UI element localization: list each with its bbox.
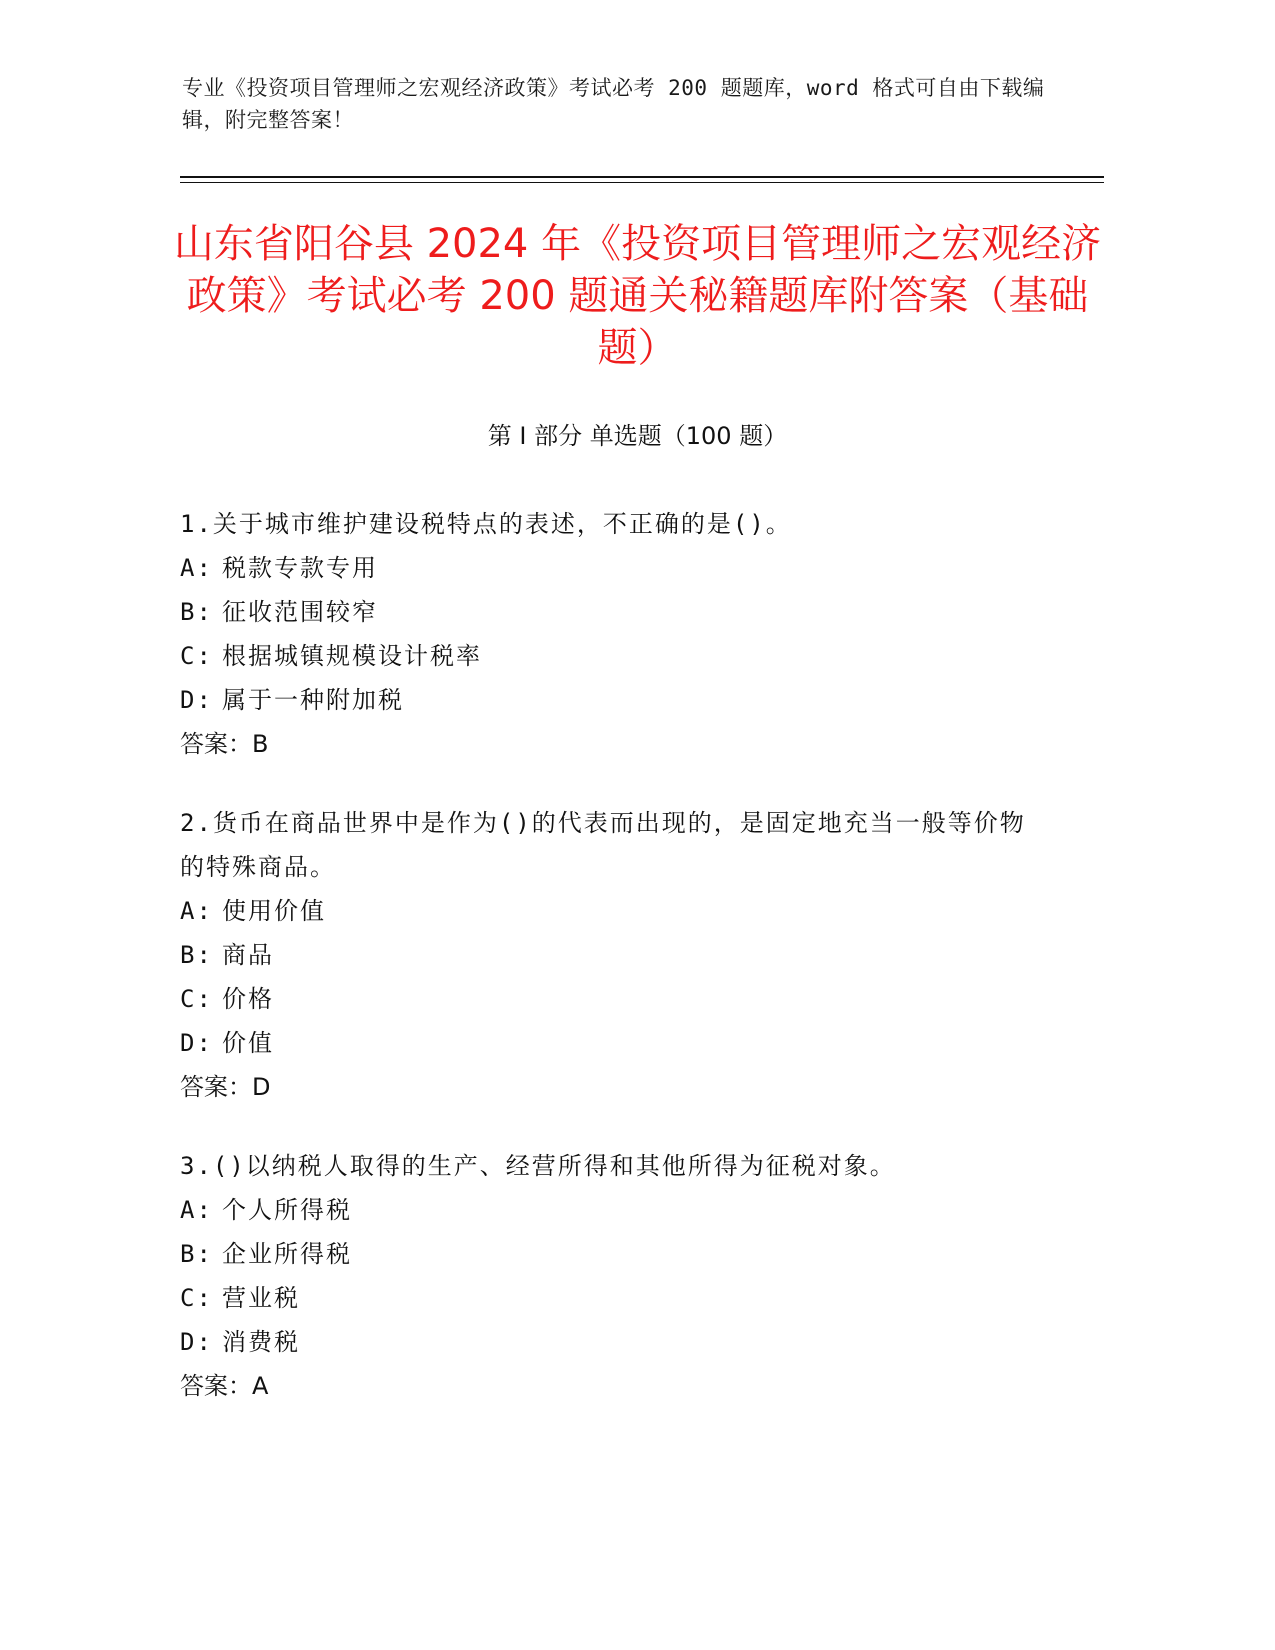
option-letter: D: <box>180 1328 213 1356</box>
document-title: 山东省阳谷县 2024 年《投资项目管理师之宏观经济政策》考试必考 200 题通关秘籍题库附答案（基础题） <box>173 221 1102 371</box>
option-text: 税款专款专用 <box>222 554 378 582</box>
question-stem: 2.货币在商品世界中是作为()的代表而出现的，是固定地充当一般等价物的特殊商品。 <box>180 809 1026 881</box>
option-d <box>180 1320 1040 1364</box>
option-text: 个人所得税 <box>222 1196 352 1224</box>
section-title: 第 I 部分 单选题（100 题） <box>487 422 788 450</box>
option-letter: C: <box>180 1284 213 1312</box>
question-2 <box>180 801 1040 1109</box>
option-text: 企业所得税 <box>222 1240 352 1268</box>
option-text: 属于一种附加税 <box>222 686 404 714</box>
option-c <box>180 1276 1040 1320</box>
option-text: 价格 <box>222 985 274 1013</box>
option-a <box>180 1188 1040 1232</box>
option-letter: B: <box>180 1240 213 1268</box>
option-letter: C: <box>180 642 213 670</box>
option-text: 消费税 <box>222 1328 300 1356</box>
option-letter: B: <box>180 598 213 626</box>
answer: 答案：B <box>180 730 269 758</box>
option-b <box>180 933 1040 977</box>
option-text: 征收范围较窄 <box>222 598 378 626</box>
option-letter: B: <box>180 941 213 969</box>
option-d <box>180 1021 1040 1065</box>
option-d <box>180 678 1040 722</box>
option-a <box>180 546 1040 590</box>
header-note: 专业《投资项目管理师之宏观经济政策》考试必考 200 题题库，word 格式可自由下载编辑，附完整答案！ <box>182 76 1045 132</box>
answer: 答案：D <box>180 1073 271 1101</box>
option-text: 价值 <box>222 1029 274 1057</box>
option-letter: D: <box>180 1029 213 1057</box>
question-1 <box>180 502 1040 766</box>
question-list <box>180 502 1040 1443</box>
option-text: 商品 <box>222 941 274 969</box>
header-rule-thick <box>180 176 1104 178</box>
option-text: 根据城镇规模设计税率 <box>222 642 482 670</box>
option-c <box>180 634 1040 678</box>
question-stem: 3.()以纳税人取得的生产、经营所得和其他所得为征税对象。 <box>180 1152 896 1180</box>
option-letter: D: <box>180 686 213 714</box>
option-b <box>180 1232 1040 1276</box>
question-stem: 1.关于城市维护建设税特点的表述，不正确的是()。 <box>180 510 792 538</box>
question-3 <box>180 1144 1040 1408</box>
answer: 答案：A <box>180 1372 269 1400</box>
option-letter: A: <box>180 897 213 925</box>
option-text: 使用价值 <box>222 897 326 925</box>
option-letter: A: <box>180 554 213 582</box>
option-b <box>180 590 1040 634</box>
option-a <box>180 889 1040 933</box>
option-c <box>180 977 1040 1021</box>
option-text: 营业税 <box>222 1284 300 1312</box>
option-letter: C: <box>180 985 213 1013</box>
header-rule-thin <box>180 182 1104 183</box>
option-letter: A: <box>180 1196 213 1224</box>
